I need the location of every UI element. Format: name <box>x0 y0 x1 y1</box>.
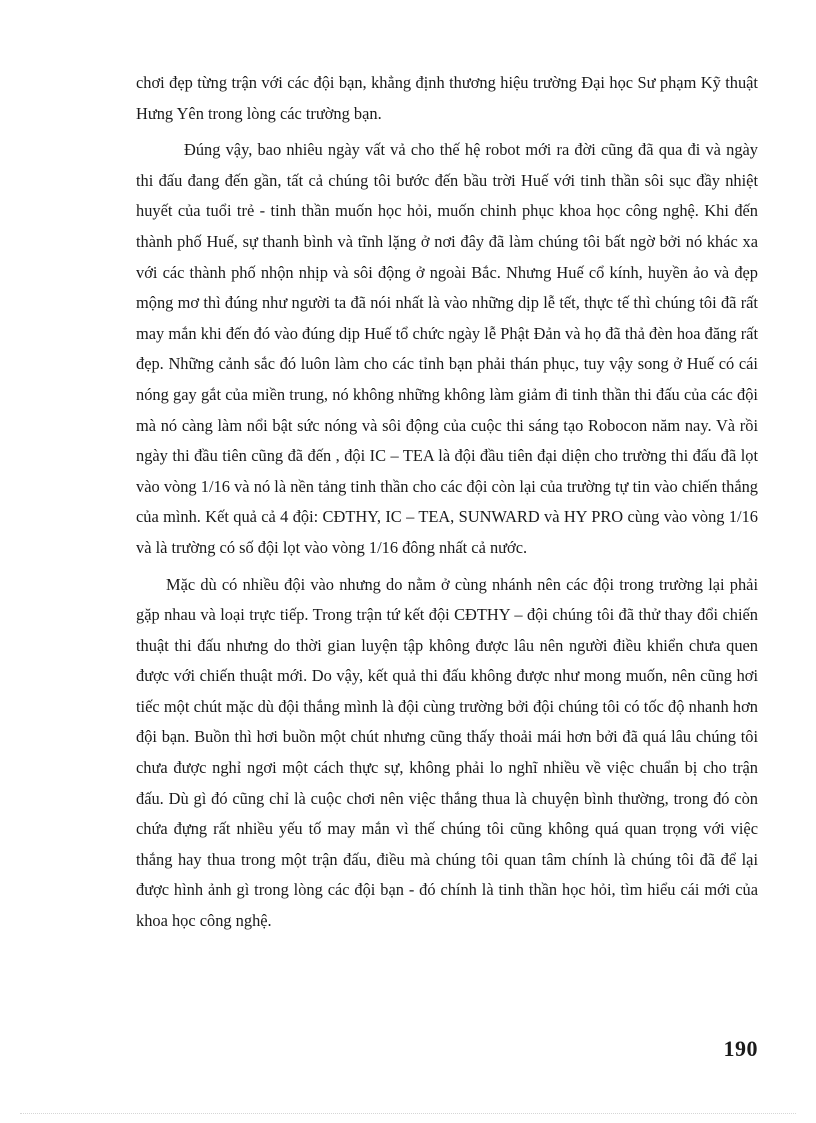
page-number: 190 <box>723 1036 758 1061</box>
paragraph-quarterfinal: Mặc dù có nhiều đội vào nhưng do nằm ở cùng nhánh nên các đội trong trường lại phải gặp nhau và loại trực tiếp. Trong trận tứ kết đội CĐTHY – đội chúng tôi đã thử thay đổi chiến thuật thi đấu nhưng do thời gian luyện tập không được lâu nên người điều khiển chưa quen được với chiến thuật mới. Do vậy, kết quả thi đấu không được như mong muốn, nên cũng hơi tiếc một chút mặc dù đội thắng mình là đội cùng trường bởi đội chúng tôi có tốc độ nhanh hơn đội bạn. Buồn thì hơi buồn một chút nhưng cũng thấy thoải mái hơn bởi đã quá lâu chúng tôi chưa được nghỉ ngơi một cách thực sự, không phải lo nghĩ nhiều về việc chuẩn bị cho trận đấu. Dù gì đó cũng chỉ là cuộc chơi nên việc thắng thua là chuyện bình thường, trong đó còn chứa đựng rất nhiều yếu tố may mắn vì thế chúng tôi cũng không quá quan trọng với việc thắng hay thua trong một trận đấu, điều mà chúng tôi quan tâm chính là chúng tôi đã để lại được hình ảnh gì trong lòng các đội bạn - đó chính là tinh thần học hỏi, tìm hiểu cái mới của khoa học công nghệ. <box>136 574 758 931</box>
paragraph-continuation: chơi đẹp từng trận với các đội bạn, khẳng định thương hiệu trường Đại học Sư phạm Kỹ thuật Hưng Yên trong lòng các trường bạn. <box>136 73 758 123</box>
body-text <box>136 68 758 937</box>
bottom-dotted-divider <box>20 1113 796 1114</box>
paragraph-journey-to-hue: Đúng vậy, bao nhiêu ngày vất vả cho thế hệ robot mới ra đời cũng đã qua đi và ngày thi đấu đang đến gần, tất cả chúng tôi bước đến bầu trời Huế với tinh thần sôi sục đầy nhiệt huyết của tuổi trẻ - tinh thần muốn học hỏi, muốn chinh phục khoa học công nghệ. Khi đến thành phố Huế, sự thanh bình và tĩnh lặng ở nơi đây đã làm chúng tôi bất ngờ bởi nó khác xa với các thành phố nhộn nhịp và sôi động ở ngoài Bắc. Nhưng Huế cổ kính, huyền ảo và đẹp mộng mơ thì đúng như người ta đã nói nhất là vào những dịp lễ tết, thực tế thì chúng tôi đã rất may mắn khi đến đó vào đúng dịp Huế tổ chức ngày lễ Phật Đản và họ đã thả đèn hoa đăng rất đẹp. Những cảnh sắc đó luôn làm cho các tỉnh bạn phải thán phục, tuy vậy song ở Huế có cái nóng gay gắt của miền trung, nó không những không làm giảm đi tinh thần thi đấu của các đội mà nó càng làm nổi bật sức nóng và sôi động của cuộc thi sáng tạo Robocon năm nay. Và rồi ngày thi đầu tiên cũng đã đến , đội IC – TEA là đội đầu tiên đại diện cho trường thi đấu đã lọt vào vòng 1/16 và nó là nền tảng tinh thần cho các đội còn lại của trường tự tin vào chiến thắng của mình. Kết quả cả 4 đội: CĐTHY, IC – TEA, SUNWARD và HY PRO cùng vào vòng 1/16 và là trường có số đội lọt vào vòng 1/16 đông nhất cả nước. <box>136 140 758 557</box>
